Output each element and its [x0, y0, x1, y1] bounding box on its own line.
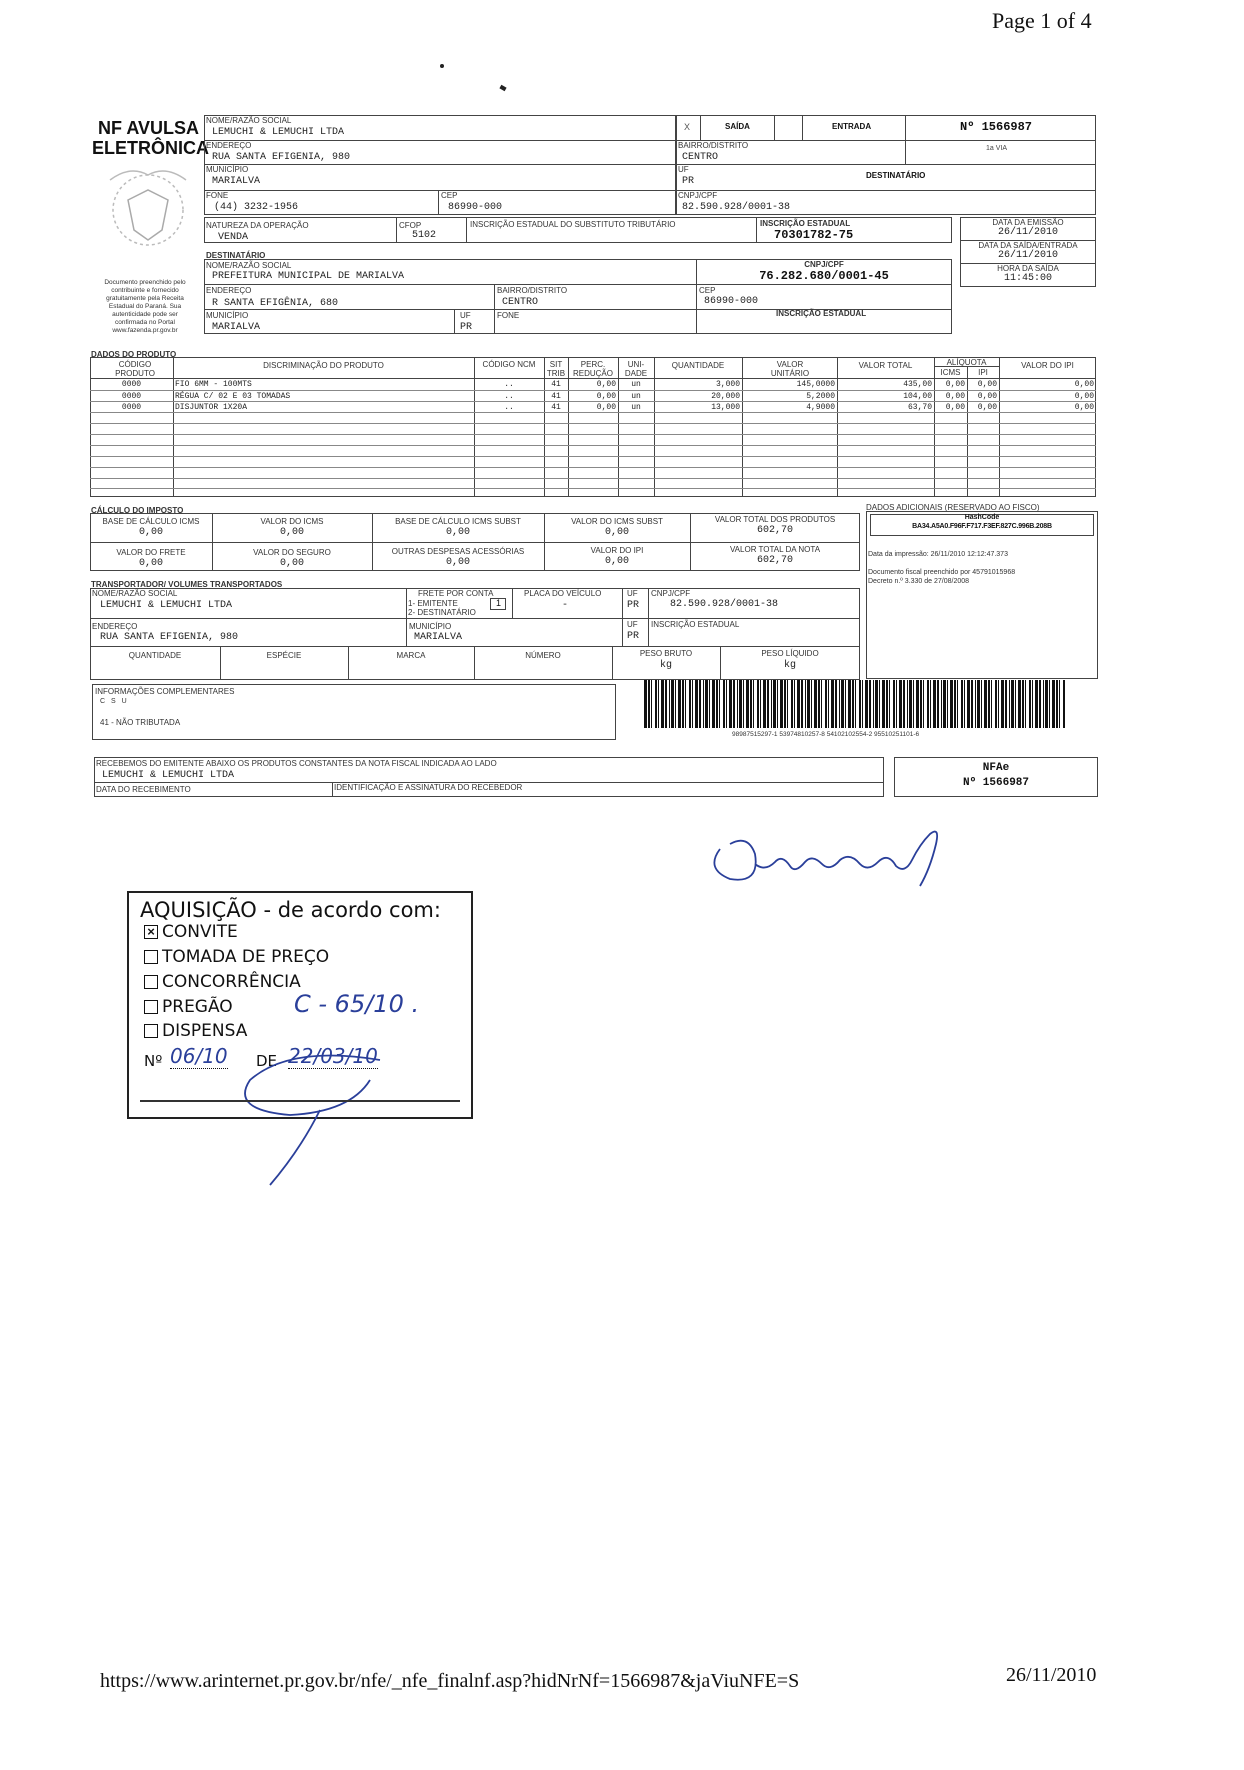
dest-endereco: R SANTA EFIGÊNIA, 680: [212, 298, 339, 309]
stamp-opt-pregao: PREGÃO: [162, 997, 233, 1017]
dest-cnpj-label: CNPJ/CPF: [804, 260, 844, 269]
transp-cnpj-label: CNPJ/CPF: [651, 589, 691, 598]
checkbox-icon: [144, 975, 158, 989]
stamp-opt-dispensa: DISPENSA: [162, 1021, 248, 1041]
transp-municipio-label: MUNICÍPIO: [409, 622, 452, 631]
transp-ie-label: INSCRIÇÃO ESTADUAL: [651, 620, 740, 629]
recibo-nfae: NFAe: [982, 762, 1010, 774]
hashcode-value: BA34.A5A0.F96F.F717.F3EF.827C.996B.208B: [912, 523, 1052, 530]
dest-bairro-label: BAIRRO/DISTRITO: [497, 286, 568, 295]
checkbox-checked-icon: ×: [144, 925, 158, 939]
cfop-value: 5102: [412, 230, 437, 241]
outras-value: 0,00: [445, 557, 470, 568]
hora-label: HORA DA SAÍDA: [997, 264, 1059, 273]
emissao-value: 26/11/2010: [997, 227, 1058, 238]
emitente-razao-label: NOME/RAZÃO SOCIAL: [206, 116, 292, 125]
hashcode-label: HashCode: [964, 514, 1000, 521]
emitente-cep: 86990-000: [448, 202, 503, 213]
ipi-label: VALOR DO IPI: [590, 546, 644, 555]
natureza-label: NATUREZA DA OPERAÇÃO: [206, 221, 309, 230]
recibo-texto: RECEBEMOS DO EMITENTE ABAIXO OS PRODUTOS CONSTANTES DA NOTA FISCAL INDICADA AO LADO: [96, 759, 497, 768]
barcode-image: [644, 680, 1070, 730]
frete-label: VALOR DO FRETE: [116, 548, 186, 557]
transp-razao: LEMUCHI & LEMUCHI LTDA: [100, 600, 233, 611]
transp-uf: PR: [627, 600, 640, 611]
transp-frete-label: FRETE POR CONTA: [418, 589, 494, 598]
recibo-assinatura-label: IDENTIFICAÇÃO E ASSINATURA DO RECEBEDOR: [334, 783, 523, 792]
data-impressao: Data da impressão: 26/11/2010 12:12:47.373: [868, 551, 1008, 558]
saida-data-value: 26/11/2010: [997, 250, 1058, 261]
transp-marca-label: MARCA: [396, 651, 426, 660]
emitente-razao: LEMUCHI & LEMUCHI LTDA: [212, 127, 345, 138]
stamp-title: AQUISIÇÃO - de acordo com:: [140, 898, 441, 922]
produtos-section: DADOS DO PRODUTO: [91, 350, 177, 359]
dest-endereco-label: ENDEREÇO: [206, 286, 252, 295]
adicionais-label: DADOS ADICIONAIS (RESERVADO AO FISCO): [866, 503, 1040, 512]
transp-uf-label: UF: [627, 589, 638, 598]
hora-value: 11:45:00: [1003, 273, 1052, 284]
emitente-endereco: RUA SANTA EFIGENIA, 980: [212, 152, 351, 163]
saida-x-mark: X: [684, 122, 691, 132]
stamp-opt-convite: CONVITE: [162, 922, 238, 942]
col-sit-header: SIT TRIB: [546, 360, 566, 378]
emitente-cnpj-label: CNPJ/CPF: [678, 191, 718, 200]
saida-label: SAÍDA: [725, 122, 750, 131]
dest-bairro: CENTRO: [502, 297, 539, 308]
destinatario-section: DESTINATÁRIO: [206, 251, 266, 260]
total-nota-value: 602,70: [756, 555, 793, 566]
transp-especie-label: ESPÉCIE: [266, 651, 302, 660]
transp-municipio: MARIALVA: [414, 632, 463, 643]
nota-via: 1a VIA: [986, 145, 1008, 152]
emitente-fone-label: FONE: [206, 191, 229, 200]
entrada-label: ENTRADA: [832, 122, 872, 131]
handwritten-signature: [700, 824, 1000, 894]
transp-uf2: PR: [627, 631, 640, 642]
emitente-municipio-label: MUNICÍPIO: [206, 165, 249, 174]
total-produtos-label: VALOR TOTAL DOS PRODUTOS: [714, 515, 836, 524]
emissao-label: DATA DA EMISSÃO: [992, 218, 1064, 227]
dest-cep: 86990-000: [704, 296, 759, 307]
ie-label: INSCRIÇÃO ESTADUAL: [760, 219, 851, 228]
logo-line1: NF AVULSA: [98, 118, 199, 138]
dest-ie-label: INSCRIÇÃO ESTADUAL: [776, 309, 867, 318]
base-icms-label: BASE DE CÁLCULO ICMS: [102, 517, 200, 526]
emitente-fone: (44) 3232-1956: [214, 202, 299, 213]
outras-label: OUTRAS DESPESAS ACESSÓRIAS: [391, 547, 525, 556]
stamp-rule: [140, 1100, 460, 1102]
footer-url[interactable]: https://www.arinternet.pr.gov.br/nfe/_nfe_finalnf.asp?hidNrNf=1566987&jaViuNFE=S: [100, 1670, 800, 1692]
transp-frete-opt2: 2- DESTINATÁRIO: [408, 608, 476, 617]
transp-frete-opt1: 1- EMITENTE: [408, 599, 458, 608]
stamp-numero-prefix: Nº: [144, 1052, 163, 1070]
dest-cnpj: 76.282.680/0001-45: [759, 269, 889, 283]
recibo-numero: Nº 1566987: [962, 777, 1029, 789]
dest-razao-label: NOME/RAZÃO SOCIAL: [206, 261, 292, 270]
ie-subst-label: INSCRIÇÃO ESTADUAL DO SUBSTITUTO TRIBUTÁRIO: [470, 220, 676, 229]
transporte-section: TRANSPORTADOR/ VOLUMES TRANSPORTADOS: [91, 580, 283, 589]
col-discriminacao-header: DISCRIMINAÇÃO DO PRODUTO: [263, 361, 384, 370]
logo-line2: ELETRÔNICA: [92, 138, 209, 158]
emitente-bairro-label: BAIRRO/DISTRITO: [678, 141, 749, 150]
col-codigo-header: CÓDIGO PRODUTO: [115, 360, 155, 378]
emitente-municipio: MARIALVA: [212, 176, 261, 187]
complementares-line2: 41 - NÃO TRIBUTADA: [100, 718, 181, 727]
transp-peso-bruto: kg: [659, 660, 672, 671]
base-subst-label: BASE DE CÁLCULO ICMS SUBST: [395, 517, 521, 526]
footer-date: 26/11/2010: [1006, 1664, 1097, 1686]
via-destinatario-label: DESTINATÁRIO: [866, 171, 926, 180]
stamp-numero: 06/10: [170, 1044, 228, 1068]
page-indicator: Page 1 of 4: [992, 8, 1092, 33]
emitente-uf-label: UF: [678, 165, 689, 174]
complementares-label: INFORMAÇÕES COMPLEMENTARES: [95, 687, 235, 696]
checkbox-icon: [144, 1024, 158, 1038]
transp-quantidade-label: QUANTIDADE: [128, 651, 182, 660]
saida-data-label: DATA DA SAÍDA/ENTRADA: [978, 241, 1078, 250]
checkbox-icon: [144, 1000, 158, 1014]
transp-placa-label: PLACA DO VEÍCULO: [524, 589, 602, 598]
stamp-de: DE: [256, 1052, 278, 1070]
stamp-opt-tomada: TOMADA DE PREÇO: [162, 947, 330, 967]
imposto-section: CÁLCULO DO IMPOSTO: [91, 506, 184, 515]
adicionais-box: [866, 511, 1098, 679]
total-nota-label: VALOR TOTAL DA NOTA: [729, 545, 821, 554]
col-icms-header: ICMS: [940, 368, 961, 377]
signature-scribble: [230, 1040, 420, 1190]
dest-razao: PREFEITURA MUNICIPAL DE MARIALVA: [212, 271, 405, 282]
dest-uf: PR: [460, 322, 473, 333]
natureza-value: VENDA: [218, 232, 249, 243]
scan-speck: [499, 85, 506, 91]
valor-subst-label: VALOR DO ICMS SUBST: [571, 517, 663, 526]
dest-municipio: MARIALVA: [212, 322, 261, 333]
complementares-line1: C S U: [100, 698, 129, 705]
emitente-endereco-label: ENDEREÇO: [206, 141, 252, 150]
nota-numero: Nº 1566987: [960, 120, 1033, 134]
emitente-bairro: CENTRO: [682, 152, 719, 163]
col-total-header: VALOR TOTAL: [858, 361, 913, 370]
col-quantidade-header: QUANTIDADE: [671, 361, 725, 370]
transp-uf2-label: UF: [627, 620, 638, 629]
dest-municipio-label: MUNICÍPIO: [206, 311, 249, 320]
transp-razao-label: NOME/RAZÃO SOCIAL: [92, 589, 178, 598]
valor-icms-value: 0,00: [279, 527, 304, 538]
seguro-label: VALOR DO SEGURO: [253, 548, 331, 557]
col-aliquota-header: ALÍQUOTA: [946, 358, 987, 367]
base-subst-value: 0,00: [445, 527, 470, 538]
transp-numero-label: NÚMERO: [525, 651, 561, 660]
emitente-cnpj: 82.590.928/0001-38: [682, 202, 791, 213]
stamp-data: 22/03/10: [288, 1044, 378, 1068]
stamp-handwritten-code: C - 65/10 .: [294, 990, 420, 1018]
transp-peso-bruto-label: PESO BRUTO: [639, 649, 693, 658]
decreto-note: Decreto n.º 3.330 de 27/08/2008: [868, 578, 970, 585]
seguro-value: 0,00: [279, 558, 304, 569]
col-unitario-header: VALOR UNITÁRIO: [770, 360, 810, 378]
documento-fiscal-note: Documento fiscal preenchido por 45791015968: [868, 569, 1016, 576]
dest-fone-label: FONE: [497, 311, 520, 320]
barcode-digits: 98987515297-1 53974810257-8 54102102554-2 95510251101-6: [732, 731, 920, 738]
emitente-uf: PR: [682, 176, 695, 187]
transp-endereco-label: ENDEREÇO: [92, 622, 138, 631]
col-valor-ipi-header: VALOR DO IPI: [1021, 361, 1074, 370]
transp-placa: -: [562, 600, 569, 611]
recibo-data-label: DATA DO RECEBIMENTO: [96, 785, 191, 794]
checkbox-icon: [144, 950, 158, 964]
valor-icms-label: VALOR DO ICMS: [260, 517, 324, 526]
dest-cep-label: CEP: [699, 286, 716, 295]
scan-speck: [440, 64, 444, 68]
col-ipi-header: IPI: [978, 368, 988, 377]
frete-value: 0,00: [138, 558, 163, 569]
transp-cnpj: 82.590.928/0001-38: [670, 599, 779, 610]
col-unidade-header: UNI- DADE: [624, 360, 648, 378]
emitente-cep-label: CEP: [441, 191, 458, 200]
stamp-opt-concorrencia: CONCORRÊNCIA: [162, 972, 301, 992]
ipi-value: 0,00: [604, 556, 629, 567]
dest-uf-label: UF: [460, 311, 471, 320]
base-icms-value: 0,00: [138, 527, 163, 538]
total-produtos-value: 602,70: [756, 525, 793, 536]
col-ncm-header: CÓDIGO NCM: [482, 360, 536, 369]
ie-value: 70301782-75: [774, 228, 854, 242]
transp-peso-liquido-label: PESO LÍQUIDO: [761, 649, 819, 658]
valor-subst-value: 0,00: [604, 527, 629, 538]
transp-frete-value: 1: [496, 598, 502, 608]
col-reducao-header: PERC. REDUÇÃO: [572, 360, 613, 378]
recibo-emitente: LEMUCHI & LEMUCHI LTDA: [102, 770, 235, 781]
coat-of-arms-icon: [100, 160, 195, 270]
transp-endereco: RUA SANTA EFIGENIA, 980: [100, 632, 239, 643]
side-note: Documento preenchido pelo contribuinte e fornecido gratuitamente pela Receita Estadual do Paraná. Sua autenticidade pode ser confirmada no Portal www.fazenda.pr.gov.br: [104, 279, 186, 334]
transp-peso-liquido: kg: [783, 660, 796, 671]
cfop-label: CFOP: [399, 221, 422, 230]
